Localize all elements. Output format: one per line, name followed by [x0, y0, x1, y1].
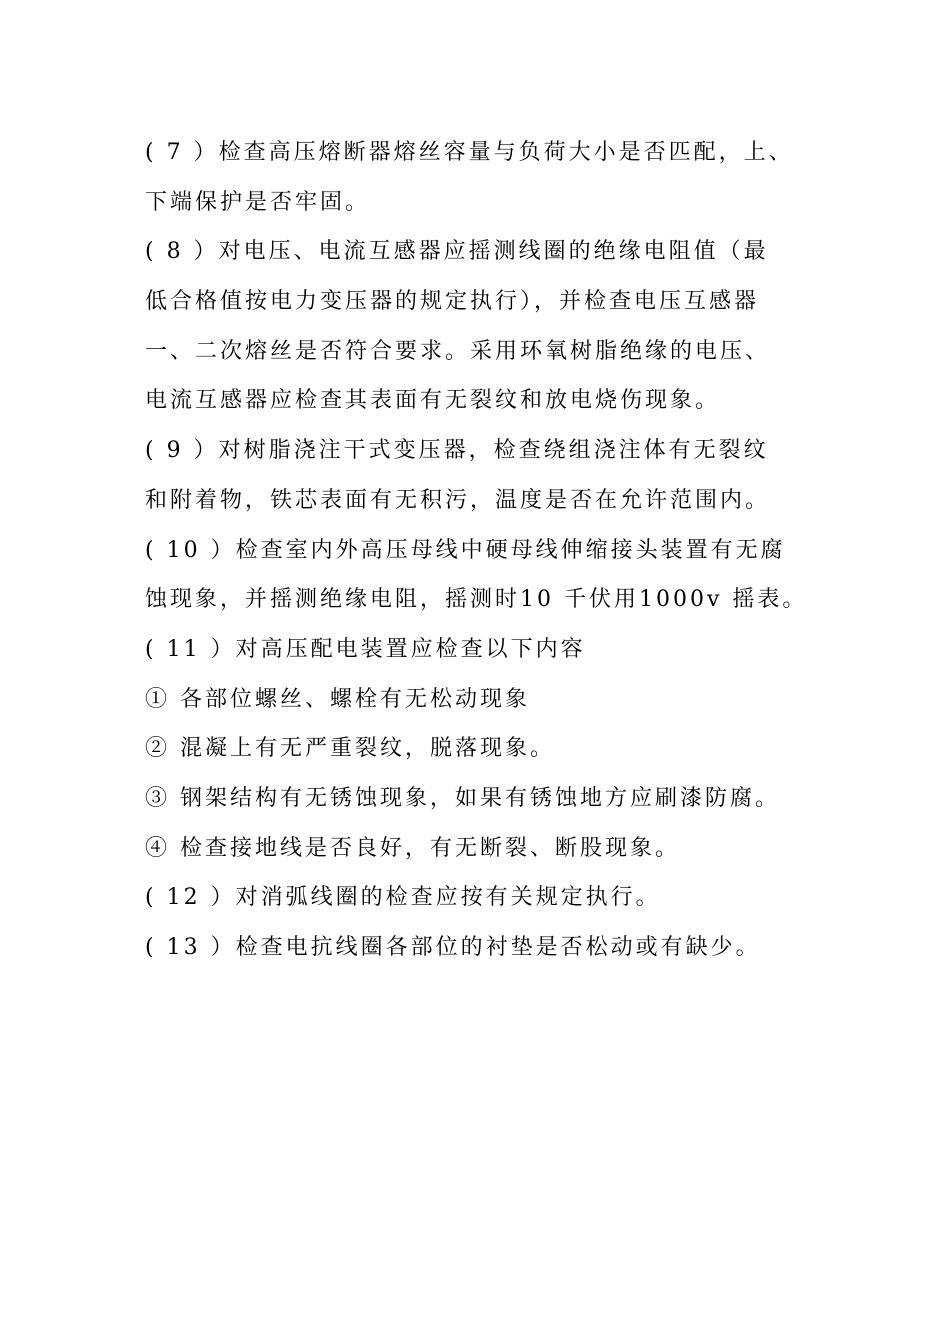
document-body: [145, 128, 835, 973]
text-line: 低合格值按电力变压器的规定执行），并检查电压互感器: [145, 289, 760, 315]
text-line: ( 9 ）对树脂浇注干式变压器，检查绕组浇注体有无裂纹: [145, 438, 769, 464]
text-line: ③ 钢架结构有无锈蚀现象，如果有锈蚀地方应刷漆防腐。: [145, 785, 780, 811]
text-line: ② 混凝上有无严重裂纹，脱落现象。: [145, 736, 555, 762]
text-line: ( 10 ）检查室内外高压母线中硬母线伸缩接头装置有无腐: [145, 537, 786, 563]
text-line: 和附着物，铁芯表面有无积污，温度是否在允许范围内。: [145, 487, 771, 513]
text-line: 电流互感器应检查其表面有无裂纹和放电烧伤现象。: [145, 388, 721, 414]
text-line: 一、二次熔丝是否符合要求。采用环氧树脂绝缘的电压、: [145, 338, 771, 364]
text-line: 下端保护是否牢固。: [145, 189, 371, 215]
text-line: ( 12 ）对消弧线圈的检查应按有关规定执行。: [145, 885, 661, 911]
text-line: ① 各部位螺丝、螺栓有无松动现象: [145, 686, 530, 712]
text-line: ( 11 ）对高压配电装置应检查以下内容: [145, 636, 586, 662]
text-line: ( 8 ）对电压、电流互感器应摇测线圈的绝缘电阻值（最: [145, 239, 769, 265]
text-line: 蚀现象，并摇测绝缘电阻，摇测时10 千伏用1000v 摇表。: [145, 587, 808, 613]
text-line: ( 13 ）检查电抗线圈各部位的衬垫是否松动或有缺少。: [145, 935, 761, 960]
text-line: ( 7 ）检查高压熔断器熔丝容量与负荷大小是否匹配，上、: [145, 140, 794, 165]
text-line: ④ 检查接地线是否良好，有无断裂、断股现象。: [145, 835, 680, 861]
